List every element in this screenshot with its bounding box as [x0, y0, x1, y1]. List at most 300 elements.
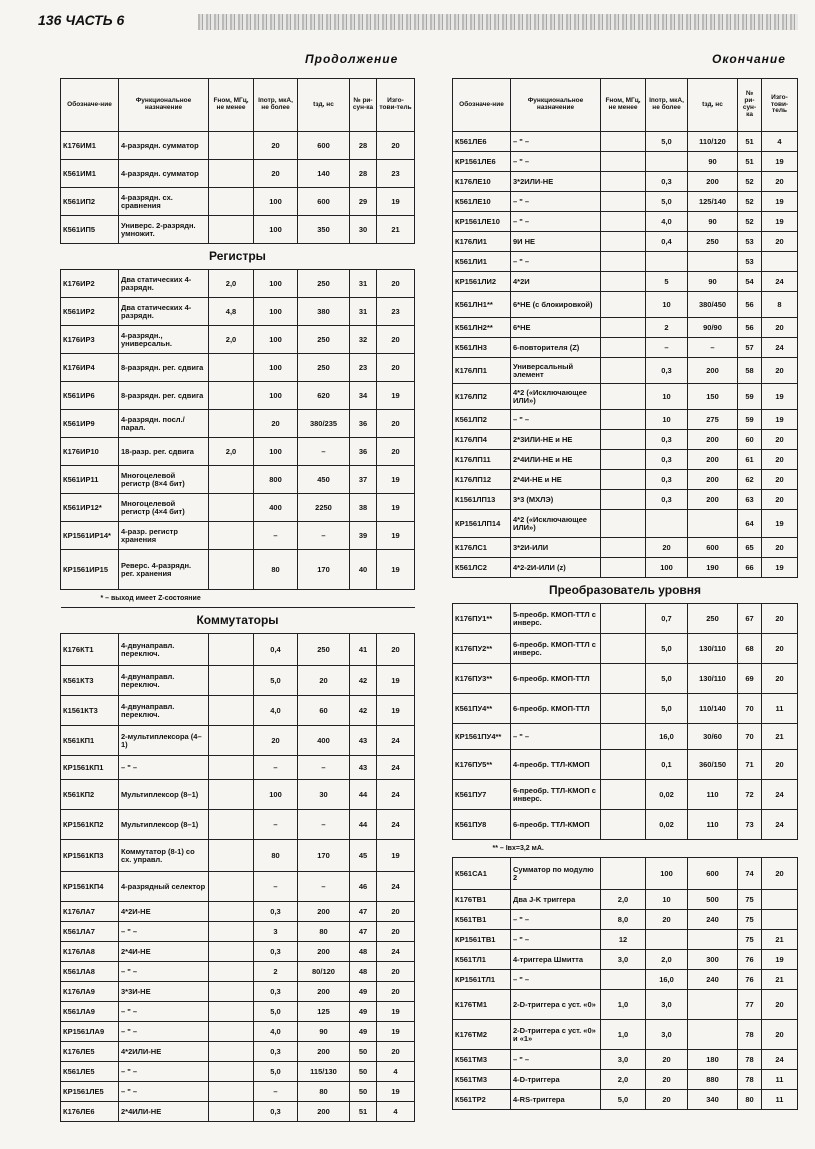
figure-cell: 60 — [738, 430, 762, 450]
maker-cell: 24 — [762, 1050, 798, 1070]
part-code: К176ЛП12 — [453, 470, 511, 490]
delay-cell: 30 — [298, 780, 350, 810]
table-row — [453, 990, 798, 1020]
current-cell: 20 — [646, 1090, 688, 1110]
freq-cell — [209, 962, 254, 982]
maker-cell: 24 — [762, 810, 798, 840]
table-row — [61, 780, 415, 810]
maker-cell: 20 — [762, 990, 798, 1020]
figure-cell: 74 — [738, 858, 762, 890]
part-code: К176ПУ3** — [453, 664, 511, 694]
part-code: К176ЛА8 — [61, 942, 119, 962]
footnote-row — [61, 590, 415, 608]
delay-cell: 200 — [298, 1042, 350, 1062]
freq-cell — [601, 384, 646, 410]
maker-cell: 23 — [377, 160, 415, 188]
column-header: Обозначе-ние — [61, 79, 119, 132]
table-row — [61, 160, 415, 188]
delay-cell: 250 — [298, 326, 350, 354]
delay-cell: – — [298, 810, 350, 840]
current-cell: – — [254, 756, 298, 780]
freq-cell — [209, 132, 254, 160]
table-header-row — [61, 79, 415, 132]
delay-cell: 110 — [688, 780, 738, 810]
table-row — [453, 490, 798, 510]
current-cell: 5,0 — [646, 132, 688, 152]
delay-cell — [688, 930, 738, 950]
part-code: К176ТМ2 — [453, 1020, 511, 1050]
current-cell: – — [254, 1082, 298, 1102]
function-cell: 8-разрядн. рег. сдвига — [119, 382, 209, 410]
current-cell: 0,3 — [254, 1102, 298, 1122]
table-row — [453, 292, 798, 318]
function-cell: 4-разрядн., универсальн. — [119, 326, 209, 354]
figure-cell: 42 — [350, 696, 377, 726]
table-row — [453, 890, 798, 910]
table-row — [61, 298, 415, 326]
freq-cell — [209, 756, 254, 780]
delay-cell: 30/60 — [688, 724, 738, 750]
column-header: Fном, МГц, не менее — [601, 79, 646, 132]
function-cell: Многоцелевой регистр (4×4 бит) — [119, 494, 209, 522]
freq-cell — [209, 1082, 254, 1102]
function-cell: 3*3И-НЕ — [119, 982, 209, 1002]
freq-cell — [601, 292, 646, 318]
table-row — [61, 982, 415, 1002]
current-cell: 3 — [254, 922, 298, 942]
current-cell: 0,3 — [254, 1042, 298, 1062]
table-row — [453, 212, 798, 232]
figure-cell: 48 — [350, 942, 377, 962]
current-cell: 100 — [646, 858, 688, 890]
delay-cell: 200 — [298, 902, 350, 922]
delay-cell: 200 — [298, 1102, 350, 1122]
freq-cell — [209, 872, 254, 902]
freq-cell — [209, 216, 254, 244]
maker-cell: 4 — [762, 132, 798, 152]
figure-cell: 71 — [738, 750, 762, 780]
function-cell: Универсальный элемент — [511, 358, 601, 384]
current-cell: 5,0 — [254, 666, 298, 696]
part-code: К176ЛЕ10 — [453, 172, 511, 192]
part-code: К176ЛС1 — [453, 538, 511, 558]
freq-cell — [209, 922, 254, 942]
figure-cell: 49 — [350, 982, 377, 1002]
current-cell — [646, 152, 688, 172]
maker-cell: 19 — [377, 188, 415, 216]
part-code: К561ЛН1** — [453, 292, 511, 318]
table-row — [453, 132, 798, 152]
section-heading-row — [61, 608, 415, 634]
part-code: КР1561ИР15 — [61, 550, 119, 590]
part-code: К176ЛП1 — [453, 358, 511, 384]
freq-cell — [209, 1062, 254, 1082]
maker-cell: 20 — [762, 604, 798, 634]
function-cell: 4-преобр. ТТЛ-КМОП — [511, 750, 601, 780]
maker-cell: 20 — [377, 354, 415, 382]
figure-cell: 48 — [350, 962, 377, 982]
part-code: К561ИР6 — [61, 382, 119, 410]
delay-cell: 200 — [688, 490, 738, 510]
delay-cell: 90 — [688, 272, 738, 292]
maker-cell: 11 — [762, 1090, 798, 1110]
function-cell: 6-преобр. КМОП-ТТЛ с инверс. — [511, 634, 601, 664]
freq-cell — [601, 338, 646, 358]
function-cell: 4*2И — [511, 272, 601, 292]
part-code: К176ИР4 — [61, 354, 119, 382]
freq-cell: 1,0 — [601, 1020, 646, 1050]
maker-cell: 20 — [377, 132, 415, 160]
left-reference-table — [60, 78, 415, 1122]
part-code: К176ПУ1** — [453, 604, 511, 634]
maker-cell: 24 — [377, 810, 415, 840]
maker-cell — [762, 910, 798, 930]
function-cell: 6-преобр. КМОП-ТТЛ — [511, 694, 601, 724]
table-row — [61, 726, 415, 756]
table-header-row — [453, 79, 798, 132]
column-header: Изго-тови-тель — [762, 79, 798, 132]
function-cell: – " – — [511, 192, 601, 212]
column-header: № ри-сун-ка — [738, 79, 762, 132]
maker-cell: 20 — [762, 470, 798, 490]
table-row — [453, 470, 798, 490]
delay-cell: 600 — [298, 188, 350, 216]
delay-cell: 80 — [298, 922, 350, 942]
delay-cell: 620 — [298, 382, 350, 410]
table-row — [61, 902, 415, 922]
function-cell: – " – — [511, 930, 601, 950]
function-cell: 4-двунаправл. переключ. — [119, 696, 209, 726]
current-cell: – — [254, 810, 298, 840]
current-cell: 0,3 — [646, 470, 688, 490]
part-code: КР1561ЛА9 — [61, 1022, 119, 1042]
figure-cell: 31 — [350, 298, 377, 326]
part-code: КР1561КП2 — [61, 810, 119, 840]
freq-cell — [209, 410, 254, 438]
maker-cell: 19 — [377, 1022, 415, 1042]
function-cell: Мультиплексор (8–1) — [119, 810, 209, 840]
delay-cell — [688, 510, 738, 538]
function-cell: 8-разрядн. рег. сдвига — [119, 354, 209, 382]
figure-cell: 67 — [738, 604, 762, 634]
table-row — [453, 430, 798, 450]
current-cell: 10 — [646, 292, 688, 318]
freq-cell — [209, 188, 254, 216]
maker-cell: 19 — [377, 494, 415, 522]
delay-cell: 600 — [298, 132, 350, 160]
current-cell: 0,1 — [646, 750, 688, 780]
figure-cell: 69 — [738, 664, 762, 694]
delay-cell: 90/90 — [688, 318, 738, 338]
delay-cell: 600 — [688, 858, 738, 890]
function-cell: 6-преобр. ТТЛ-КМОП с инверс. — [511, 780, 601, 810]
figure-cell: 53 — [738, 232, 762, 252]
freq-cell — [209, 840, 254, 872]
figure-cell: 32 — [350, 326, 377, 354]
table-row — [453, 272, 798, 292]
delay-cell — [688, 990, 738, 1020]
part-code: К561КТ3 — [61, 666, 119, 696]
part-code: К561ТЛ1 — [453, 950, 511, 970]
freq-cell — [601, 358, 646, 384]
figure-cell: 49 — [350, 1002, 377, 1022]
function-cell: – " – — [511, 152, 601, 172]
current-cell: 2,0 — [646, 950, 688, 970]
function-cell: 2-мультиплексора (4–1) — [119, 726, 209, 756]
delay-cell: 200 — [688, 172, 738, 192]
maker-cell: 24 — [377, 756, 415, 780]
maker-cell: 20 — [762, 664, 798, 694]
figure-cell: 52 — [738, 212, 762, 232]
section-heading-row — [453, 578, 798, 604]
delay-cell: 80 — [298, 1082, 350, 1102]
function-cell: 4-RS-триггера — [511, 1090, 601, 1110]
freq-cell — [601, 470, 646, 490]
table-row — [61, 354, 415, 382]
part-code: К176ИР3 — [61, 326, 119, 354]
function-cell: 4*2-2И-ИЛИ (z) — [511, 558, 601, 578]
part-code: К561ЛП2 — [453, 410, 511, 430]
continuation-label-left: Продолжение — [305, 52, 399, 66]
maker-cell: 4 — [377, 1062, 415, 1082]
table-row — [453, 664, 798, 694]
figure-cell: 59 — [738, 410, 762, 430]
freq-cell — [209, 1002, 254, 1022]
table-row — [453, 1090, 798, 1110]
function-cell: 4-двунаправл. переключ. — [119, 666, 209, 696]
figure-cell: 75 — [738, 910, 762, 930]
delay-cell: 200 — [688, 470, 738, 490]
maker-cell: 19 — [762, 212, 798, 232]
delay-cell: 110/120 — [688, 132, 738, 152]
function-cell: – " – — [119, 1022, 209, 1042]
part-code: К176ИР10 — [61, 438, 119, 466]
figure-cell: 42 — [350, 666, 377, 696]
figure-cell: 36 — [350, 438, 377, 466]
part-code: К561ТМ3 — [453, 1070, 511, 1090]
table-row — [453, 338, 798, 358]
column-header: Iпотр, мкА, не более — [646, 79, 688, 132]
table-row — [61, 922, 415, 942]
freq-cell — [209, 942, 254, 962]
function-cell: 2-D-триггера с уст. «0» и «1» — [511, 1020, 601, 1050]
table-row — [61, 1102, 415, 1122]
maker-cell: 21 — [762, 930, 798, 950]
figure-cell: 78 — [738, 1020, 762, 1050]
table-row — [453, 694, 798, 724]
figure-cell: 70 — [738, 724, 762, 750]
delay-cell: 200 — [298, 982, 350, 1002]
delay-cell: 340 — [688, 1090, 738, 1110]
current-cell: 100 — [254, 188, 298, 216]
freq-cell — [209, 634, 254, 666]
table-row — [61, 494, 415, 522]
freq-cell — [601, 694, 646, 724]
current-cell: – — [254, 522, 298, 550]
figure-cell: 80 — [738, 1090, 762, 1110]
figure-cell: 36 — [350, 410, 377, 438]
table-row — [61, 634, 415, 666]
table-row — [61, 550, 415, 590]
function-cell: – " – — [119, 1002, 209, 1022]
figure-cell: 56 — [738, 292, 762, 318]
right-reference-table — [452, 78, 798, 1110]
freq-cell — [209, 382, 254, 410]
delay-cell: 300 — [688, 950, 738, 970]
freq-cell — [601, 510, 646, 538]
delay-cell — [688, 1020, 738, 1050]
current-cell: 2 — [646, 318, 688, 338]
figure-cell: 65 — [738, 538, 762, 558]
delay-cell: 90 — [298, 1022, 350, 1042]
table-row — [61, 466, 415, 494]
function-cell: 6*НЕ (с блокировкой) — [511, 292, 601, 318]
current-cell: 100 — [254, 216, 298, 244]
function-cell: 3*2ИЛИ-НЕ — [511, 172, 601, 192]
current-cell: 10 — [646, 384, 688, 410]
function-cell: – " – — [119, 756, 209, 780]
figure-cell: 47 — [350, 922, 377, 942]
part-code: К176ЛЕ5 — [61, 1042, 119, 1062]
column-header: Изго-тови-тель — [377, 79, 415, 132]
delay-cell: 170 — [298, 550, 350, 590]
maker-cell: 20 — [377, 1042, 415, 1062]
function-cell: 4-разрядн. сумматор — [119, 132, 209, 160]
freq-cell: 3,0 — [601, 1050, 646, 1070]
figure-cell: 45 — [350, 840, 377, 872]
current-cell: 100 — [254, 298, 298, 326]
part-code: К561ЛС2 — [453, 558, 511, 578]
part-code: К561КП2 — [61, 780, 119, 810]
table-row — [61, 132, 415, 160]
figure-cell: 54 — [738, 272, 762, 292]
function-cell: Два статических 4-разрядн. — [119, 298, 209, 326]
function-cell: Коммутатор (8-1) со сх. управл. — [119, 840, 209, 872]
figure-cell: 76 — [738, 950, 762, 970]
part-code: К561ТР2 — [453, 1090, 511, 1110]
delay-cell: 250 — [298, 354, 350, 382]
table-row — [61, 1002, 415, 1022]
part-code: К176ПУ2** — [453, 634, 511, 664]
part-code: К561ПУ8 — [453, 810, 511, 840]
part-code: К561ЛН2** — [453, 318, 511, 338]
freq-cell: 8,0 — [601, 910, 646, 930]
freq-cell — [209, 550, 254, 590]
delay-cell: 350 — [298, 216, 350, 244]
current-cell: 16,0 — [646, 970, 688, 990]
freq-cell — [209, 494, 254, 522]
delay-cell: 130/110 — [688, 634, 738, 664]
maker-cell: 19 — [377, 466, 415, 494]
function-cell: 4-разрядн. сх. сравнения — [119, 188, 209, 216]
maker-cell: 20 — [762, 232, 798, 252]
part-code: КР1561ТВ1 — [453, 930, 511, 950]
freq-cell: 12 — [601, 930, 646, 950]
figure-cell: 61 — [738, 450, 762, 470]
function-cell: Реверс. 4-разрядн. рег. хранения — [119, 550, 209, 590]
freq-cell — [601, 252, 646, 272]
figure-cell: 75 — [738, 930, 762, 950]
delay-cell: 275 — [688, 410, 738, 430]
maker-cell: 20 — [377, 270, 415, 298]
delay-cell: 200 — [298, 942, 350, 962]
figure-cell: 37 — [350, 466, 377, 494]
figure-cell: 47 — [350, 902, 377, 922]
part-code: К561ТВ1 — [453, 910, 511, 930]
current-cell: 16,0 — [646, 724, 688, 750]
figure-cell: 40 — [350, 550, 377, 590]
figure-cell: 28 — [350, 132, 377, 160]
maker-cell: 20 — [377, 634, 415, 666]
figure-cell: 41 — [350, 634, 377, 666]
function-cell: 4-разрядн. сумматор — [119, 160, 209, 188]
current-cell: 100 — [254, 382, 298, 410]
function-cell: – " – — [119, 962, 209, 982]
maker-cell: 24 — [762, 780, 798, 810]
part-code: К176ЛА9 — [61, 982, 119, 1002]
function-cell: 2*3ИЛИ-НЕ и НЕ — [511, 430, 601, 450]
maker-cell: 21 — [377, 216, 415, 244]
delay-cell: 200 — [688, 430, 738, 450]
current-cell: – — [254, 872, 298, 902]
table-row — [61, 942, 415, 962]
maker-cell: 20 — [762, 538, 798, 558]
maker-cell — [762, 890, 798, 910]
freq-cell — [209, 354, 254, 382]
current-cell: 0,3 — [646, 490, 688, 510]
freq-cell — [209, 982, 254, 1002]
table-row — [453, 358, 798, 384]
function-cell: – " – — [119, 1082, 209, 1102]
delay-cell: 380 — [298, 298, 350, 326]
current-cell: 4,0 — [254, 696, 298, 726]
table-row — [453, 1020, 798, 1050]
part-code: КР1561ЛЕ10 — [453, 212, 511, 232]
current-cell: 0,02 — [646, 780, 688, 810]
section-heading-row — [61, 244, 415, 270]
delay-cell: 250 — [688, 232, 738, 252]
part-code: К561ПУ4** — [453, 694, 511, 724]
footnote: ** – Iвх=3,2 мА. — [453, 840, 798, 858]
freq-cell: 2,0 — [601, 890, 646, 910]
freq-cell: 3,0 — [601, 950, 646, 970]
delay-cell: 125 — [298, 1002, 350, 1022]
table-row — [61, 840, 415, 872]
table-row — [453, 558, 798, 578]
freq-cell — [209, 1102, 254, 1122]
column-header: Fном, МГц, не менее — [209, 79, 254, 132]
current-cell: 0,3 — [646, 172, 688, 192]
table-row — [453, 750, 798, 780]
table-row — [453, 410, 798, 430]
current-cell: 80 — [254, 840, 298, 872]
delay-cell: 250 — [688, 604, 738, 634]
table-row — [453, 384, 798, 410]
delay-cell: 400 — [298, 726, 350, 756]
current-cell: 10 — [646, 410, 688, 430]
function-cell: 4*2И-НЕ — [119, 902, 209, 922]
maker-cell: 19 — [377, 1082, 415, 1102]
current-cell: 0,7 — [646, 604, 688, 634]
figure-cell: 31 — [350, 270, 377, 298]
delay-cell: 200 — [688, 358, 738, 384]
maker-cell: 24 — [377, 942, 415, 962]
freq-cell — [601, 858, 646, 890]
current-cell: 20 — [254, 160, 298, 188]
maker-cell: 4 — [377, 1102, 415, 1122]
current-cell: 5,0 — [646, 694, 688, 724]
part-code: КР1561ЛП14 — [453, 510, 511, 538]
